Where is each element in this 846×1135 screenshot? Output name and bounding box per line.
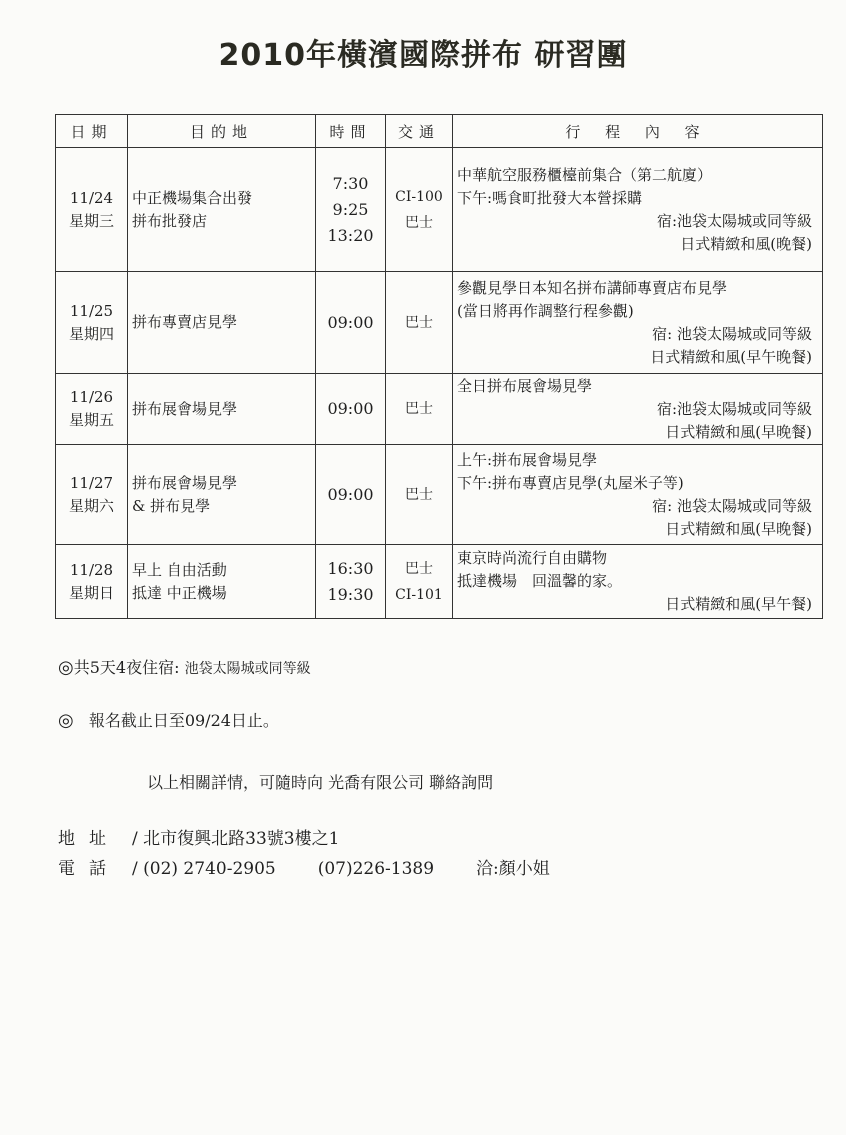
date-text: 11/27: [69, 473, 114, 492]
destination-cell: [128, 272, 316, 374]
transport-text: 巴士: [405, 314, 433, 331]
time-text: 09:00: [327, 399, 374, 418]
transport-cell: [386, 445, 453, 545]
destination-cell: [128, 445, 316, 545]
address-value: / 北市復興北路33號3樓之1: [132, 829, 340, 849]
destination-text: & 拼布見學: [132, 496, 211, 515]
date-cell: [56, 272, 128, 374]
table-row: [56, 148, 823, 272]
table-row: [56, 374, 823, 445]
transport-cell: [386, 272, 453, 374]
date-text: 11/28: [69, 560, 114, 579]
header-transport: 交通: [386, 115, 453, 148]
transport-text: 巴士: [405, 560, 433, 577]
table-row: [56, 272, 823, 374]
time-text: 16:30: [327, 558, 374, 578]
inquiry-text: 以上相關詳情，可隨時向 光喬有限公司 聯絡詢問: [147, 773, 494, 792]
stay-note: [58, 655, 311, 678]
table-row: [56, 445, 823, 545]
stay-text: 共5天4夜住宿:: [73, 658, 180, 677]
transport-cell: [386, 545, 453, 619]
weekday-text: 星期五: [68, 411, 114, 429]
content-text: 東京時尚流行自由購物: [457, 549, 608, 567]
time-text: 19:30: [327, 584, 374, 604]
phone-line: [58, 854, 550, 879]
transport-text: 巴士: [405, 486, 433, 503]
header-date: 日期: [56, 115, 128, 148]
lodging-meal-text: 宿:池袋太陽城或同等級: [656, 399, 812, 418]
destination-text: 拼布專賣店見學: [132, 313, 238, 331]
weekday-text: 星期六: [68, 496, 114, 515]
content-cell: [453, 374, 823, 445]
lodging-meal-text: 日式精緻和風(早午晚餐): [650, 347, 812, 366]
date-text: 11/25: [69, 301, 114, 320]
header-content: 行 程 內 容: [453, 115, 823, 148]
time-cell: [316, 545, 386, 619]
content-cell: [453, 545, 823, 619]
content-text: 下午:嗎食町批發大本營採購: [457, 188, 643, 207]
content-cell: [453, 272, 823, 374]
lodging-meal-text: 日式精緻和風(早晚餐): [665, 422, 812, 441]
phone-kaohsiung: (07)226-1389: [317, 859, 435, 879]
itinerary-table: [55, 114, 823, 619]
lodging-meal-text: 宿:池袋太陽城或同等級: [656, 211, 812, 230]
time-text: 09:00: [327, 484, 374, 504]
content-cell: [453, 445, 823, 545]
content-text: 抵達機場 回溫馨的家。: [457, 572, 623, 590]
time-cell: [316, 148, 386, 272]
content-text: 參觀見學日本知名拼布講師專賣店布見學: [457, 278, 728, 297]
destination-text: 拼布批發店: [132, 211, 208, 230]
table-header-row: [56, 115, 823, 148]
content-text: 中華航空服務櫃檯前集合（第二航廈）: [457, 165, 713, 184]
date-cell: [56, 148, 128, 272]
transport-cell: [386, 148, 453, 272]
header-time: 時間: [316, 115, 386, 148]
destination-cell: [128, 545, 316, 619]
transport-text: 巴士: [405, 214, 433, 231]
deadline-note: [58, 708, 279, 731]
content-text: 全日拼布展會場見學: [457, 376, 593, 395]
destination-text: 抵達 中正機場: [132, 583, 227, 602]
time-cell: [316, 445, 386, 545]
content-cell: [453, 148, 823, 272]
lodging-meal-text: 宿: 池袋太陽城或同等級: [652, 324, 812, 343]
bullet-icon: ◎: [58, 657, 74, 678]
header-destination: 目的地: [128, 115, 316, 148]
phone-taipei: / (02) 2740-2905: [132, 859, 276, 879]
content-text: 上午:拼布展會場見學: [457, 450, 598, 469]
lodging-meal-text: 日式精緻和風(早晚餐): [665, 519, 812, 538]
weekday-text: 星期四: [68, 324, 114, 343]
lodging-meal-text: 宿: 池袋太陽城或同等級: [652, 496, 812, 515]
bullet-icon: ◎: [58, 710, 74, 731]
stay-hotel: 池袋太陽城或同等級: [184, 661, 311, 677]
destination-text: 拼布展會場見學: [132, 399, 238, 418]
transport-text: CI-101: [395, 586, 443, 603]
phone-label: 電話: [58, 859, 120, 879]
deadline-text: 報名截止日至09/24日止。: [88, 711, 279, 730]
address-line: [58, 824, 339, 849]
time-text: 9:25: [332, 199, 369, 219]
content-text: (當日將再作調整行程參觀): [457, 301, 634, 320]
table-row: [56, 545, 823, 619]
time-cell: [316, 272, 386, 374]
transport-cell: [386, 374, 453, 445]
time-cell: [316, 374, 386, 445]
date-cell: [56, 374, 128, 445]
weekday-text: 星期三: [68, 211, 114, 230]
date-cell: [56, 445, 128, 545]
lodging-meal-text: 日式精緻和風(早午餐): [665, 595, 812, 613]
destination-text: 早上 自由活動: [132, 560, 227, 579]
date-cell: [56, 545, 128, 619]
lodging-meal-text: 日式精緻和風(晚餐): [680, 234, 812, 253]
time-text: 7:30: [332, 173, 369, 193]
date-text: 11/26: [69, 388, 114, 406]
transport-text: CI-100: [395, 188, 443, 205]
destination-text: 拼布展會場見學: [132, 473, 238, 492]
destination-text: 中正機場集合出發: [132, 188, 253, 207]
contact-person: 洽:顏小姐: [476, 859, 550, 879]
time-text: 13:20: [327, 225, 374, 245]
time-text: 09:00: [327, 312, 374, 332]
transport-text: 巴士: [405, 401, 433, 417]
date-text: 11/24: [69, 188, 114, 207]
page-title: 2010年橫濱國際拼布 研習團: [218, 38, 628, 73]
content-text: 下午:拼布專賣店見學(丸屋米子等): [457, 473, 684, 492]
weekday-text: 星期日: [68, 583, 114, 602]
destination-cell: [128, 374, 316, 445]
address-label: 地址: [58, 829, 120, 849]
destination-cell: [128, 148, 316, 272]
